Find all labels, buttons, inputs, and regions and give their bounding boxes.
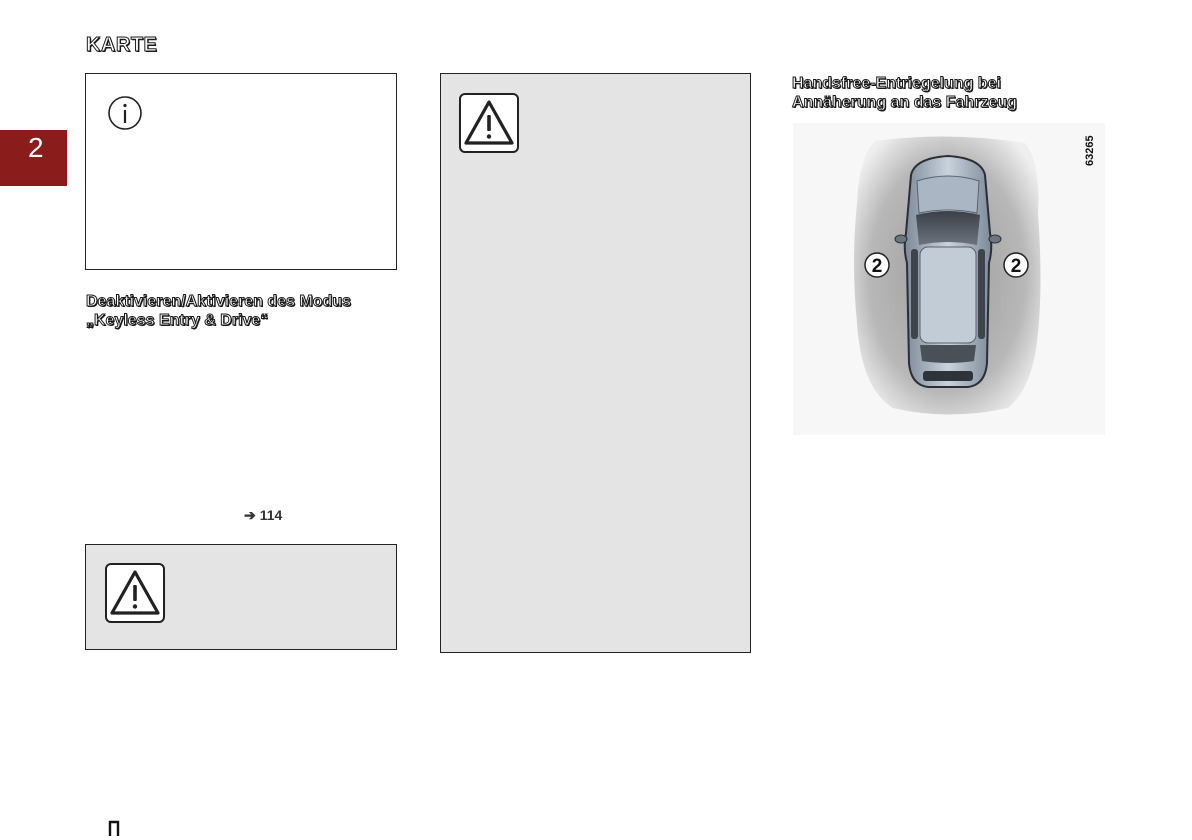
subheading-handsfree-unlock: Handsfree-Entriegelung bei Annäherung an das Fahrzeug [792,75,1017,111]
chapter-number: 2 [28,132,44,163]
warning-triangle-icon [459,93,519,153]
figure-number [1082,130,1102,190]
page-reference-number: 114 [259,507,283,523]
subheading-keyless-entry: Deaktivieren/Aktivieren des Modus „Keyless Entry & Drive“ [86,293,351,329]
page-footer-mark [108,820,120,836]
arrow-right-icon: ➔ [244,507,256,523]
callout-label-left: 2 [871,256,883,277]
figure-id: 63265 [1084,135,1096,166]
warning-triangle-icon [105,563,165,623]
page-reference[interactable] [244,507,282,524]
warning-box-tall [440,73,751,653]
car-detection-zone-illustration [793,123,1105,435]
warning-box-small [85,544,397,650]
info-circle-icon [106,94,144,132]
info-box [85,73,397,270]
callout-left [865,253,889,277]
callout-right [1004,253,1028,277]
callout-label-right: 2 [1010,256,1022,277]
chapter-tab [0,130,67,186]
section-title: KARTE [86,34,158,56]
